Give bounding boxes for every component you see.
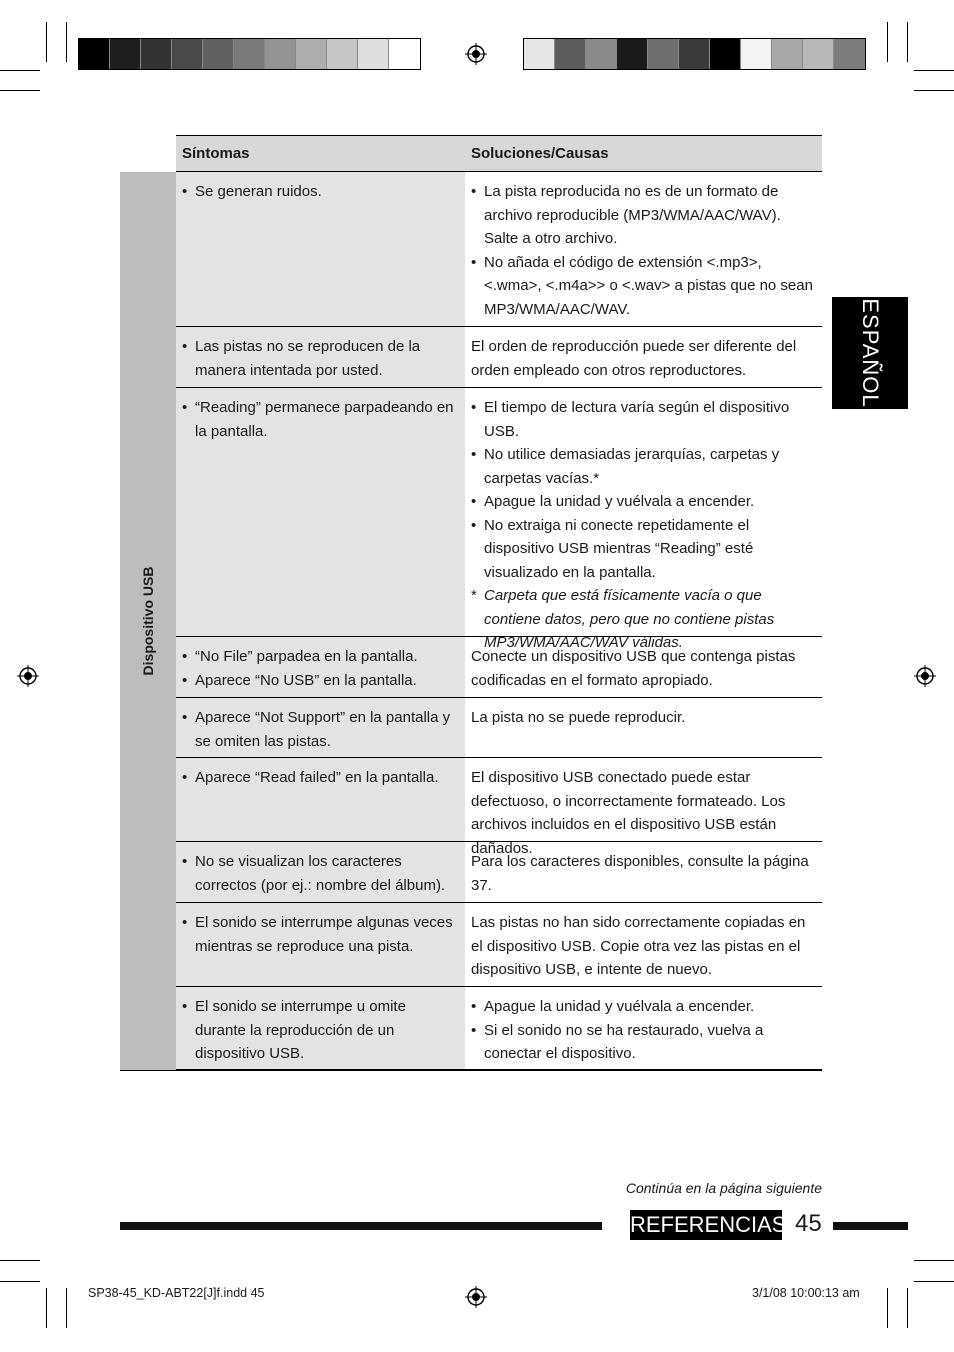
bullet-icon: • xyxy=(182,709,188,726)
symptom-cell xyxy=(176,388,465,636)
crop-mark xyxy=(66,1288,67,1328)
solution-text: La pista no se puede reproducir. xyxy=(471,709,686,726)
solution-cell xyxy=(465,327,822,387)
table-row xyxy=(176,758,822,857)
crop-mark xyxy=(0,1260,40,1261)
color-swatch xyxy=(265,39,296,69)
solution-text: El orden de reproducción puede ser diferente del orden empleado con otros reproductores. xyxy=(471,338,797,379)
registration-mark-icon xyxy=(465,43,487,65)
crop-mark xyxy=(0,90,40,91)
table-row xyxy=(176,903,822,987)
crop-mark xyxy=(0,1281,40,1282)
solution-item-text: Si el sonido no se ha restaurado, vuelva a conectar el dispositivo. xyxy=(484,1021,764,1062)
header-solutions: Soluciones/Causas xyxy=(465,135,822,172)
color-swatch xyxy=(524,39,555,69)
slug-date: 3/1/08 10:00:13 am xyxy=(752,1286,860,1300)
bullet-icon: • xyxy=(471,493,477,510)
table-row xyxy=(176,842,822,903)
color-swatch-bar-left xyxy=(78,38,421,70)
bullet-icon: • xyxy=(182,998,188,1015)
color-swatch xyxy=(617,39,648,69)
solution-item-text: No extraiga ni conecte repetidamente el dispositivo USB mientras “Reading” esté visualizado en la pantalla. xyxy=(484,516,754,581)
registration-mark-icon xyxy=(914,665,936,687)
solution-item xyxy=(471,995,816,1019)
color-swatch xyxy=(586,39,617,69)
crop-mark xyxy=(914,1281,954,1282)
color-swatch xyxy=(834,39,865,69)
solution-cell xyxy=(465,758,822,857)
crop-mark xyxy=(0,70,40,71)
solution-item xyxy=(471,1019,816,1066)
color-swatch xyxy=(679,39,710,69)
symptom-cell xyxy=(176,903,465,986)
footer-bar-left xyxy=(120,1222,602,1230)
solution-text: Las pistas no han sido correctamente copiadas en el dispositivo USB. Copie otra vez las pistas en el dispositivo USB, e intente de nuevo. xyxy=(471,914,806,978)
crop-mark xyxy=(887,1288,888,1328)
bullet-icon: • xyxy=(182,648,188,665)
bullet-icon: • xyxy=(471,253,477,271)
table-row xyxy=(176,388,822,651)
symptom-item-text: El sonido se interrumpe algunas veces mientras se reproduce una pista. xyxy=(195,914,453,955)
solution-cell xyxy=(465,637,822,697)
color-swatch xyxy=(803,39,834,69)
symptom-item xyxy=(182,180,455,204)
color-swatch xyxy=(648,39,679,69)
solution-item xyxy=(471,514,816,585)
solution-item xyxy=(471,251,816,322)
symptom-item xyxy=(182,995,455,1066)
symptom-cell xyxy=(176,327,465,387)
continued-note: Continúa en la página siguiente xyxy=(625,1180,822,1196)
bullet-icon: • xyxy=(182,853,188,870)
category-label: Dispositivo USB xyxy=(140,566,156,676)
symptom-item-text: Aparece “Not Support” en la pantalla y se omiten las pistas. xyxy=(195,709,451,750)
symptom-cell xyxy=(176,172,465,326)
symptom-item xyxy=(182,706,455,753)
slug-filename: SP38-45_KD-ABT22[J]f.indd 45 xyxy=(88,1286,265,1300)
color-swatch xyxy=(358,39,389,69)
color-swatch xyxy=(79,39,110,69)
solution-cell xyxy=(465,172,822,326)
registration-mark-icon xyxy=(17,665,39,687)
solution-cell xyxy=(465,388,822,651)
table-row xyxy=(176,987,822,1070)
color-swatch xyxy=(741,39,772,69)
crop-mark xyxy=(907,22,908,62)
symptom-cell xyxy=(176,987,465,1069)
footnote-mark: * xyxy=(471,587,477,604)
symptom-item xyxy=(182,911,455,958)
color-swatch-bar-right xyxy=(523,38,866,70)
crop-mark xyxy=(914,1260,954,1261)
symptom-item xyxy=(182,850,455,897)
category-cell xyxy=(120,172,176,1070)
crop-mark xyxy=(46,22,47,62)
crop-mark xyxy=(46,1288,47,1328)
footnote-text: Carpeta que está físicamente vacía o que contiene datos, pero que no contiene pistas MP3/WMA/AAC/WAV válidas. xyxy=(484,587,775,651)
symptom-item xyxy=(182,335,455,382)
color-swatch xyxy=(389,39,420,69)
language-tab-label: ESPAÑOL xyxy=(858,298,883,408)
registration-mark-icon xyxy=(465,1286,487,1308)
bullet-icon: • xyxy=(182,183,188,200)
table-row xyxy=(176,327,822,388)
symptom-item xyxy=(182,766,455,790)
solution-text: El dispositivo USB conectado puede estar defectuoso, o incorrectamente formateado. Los archivos incluidos en el dispositivo USB están dañados. xyxy=(471,769,786,857)
solution-item-text: Apague la unidad y vuélvala a encender. xyxy=(484,493,755,510)
solution-item-text: Apague la unidad y vuélvala a encender. xyxy=(484,998,755,1015)
symptom-cell xyxy=(176,698,465,757)
bullet-icon: • xyxy=(182,671,188,689)
solution-text: Para los caracteres disponibles, consulte la página 37. xyxy=(471,853,809,894)
bullet-icon: • xyxy=(182,914,188,931)
solution-cell xyxy=(465,987,822,1069)
bullet-icon: • xyxy=(182,338,188,355)
color-swatch xyxy=(203,39,234,69)
bullet-icon: • xyxy=(471,516,477,534)
symptom-item-text: No se visualizan los caracteres correctos (por ej.: nombre del álbum). xyxy=(195,853,446,894)
solution-item-text: La pista reproducida no es de un formato de archivo reproducible (MP3/WMA/AAC/WAV). Salte a otro archivo. xyxy=(484,183,781,247)
bullet-icon: • xyxy=(471,446,477,463)
table-row xyxy=(176,698,822,758)
color-swatch xyxy=(296,39,327,69)
solution-text: Conecte un dispositivo USB que contenga pistas codificadas en el formato apropiado. xyxy=(471,648,796,689)
symptom-item-text: Las pistas no se reproducen de la manera intentada por usted. xyxy=(195,338,421,379)
symptom-item-text: Aparece “No USB” en la pantalla. xyxy=(195,671,417,689)
color-swatch xyxy=(172,39,203,69)
solution-item-text: No añada el código de extensión <.mp3>, <.wma>, <.m4a>> o <.wav> a pistas que no sean MP3/WMA/AAC/WAV. xyxy=(484,253,813,318)
symptom-item-text: “No File” parpadea en la pantalla. xyxy=(195,648,418,665)
solution-cell xyxy=(465,698,822,757)
symptom-item xyxy=(182,645,455,669)
bullet-icon: • xyxy=(182,769,188,786)
color-swatch xyxy=(327,39,358,69)
solution-item-text: El tiempo de lectura varía según el dispositivo USB. xyxy=(484,399,790,440)
symptom-item-text: Se generan ruidos. xyxy=(195,183,322,200)
page-number: 45 xyxy=(795,1210,822,1237)
symptom-item xyxy=(182,669,455,693)
symptom-item-text: “Reading” permanece parpadeando en la pantalla. xyxy=(195,399,454,440)
solution-cell xyxy=(465,842,822,902)
crop-mark xyxy=(914,90,954,91)
color-swatch xyxy=(234,39,265,69)
bullet-icon: • xyxy=(471,183,477,200)
color-swatch xyxy=(555,39,586,69)
table-bottom-rule xyxy=(120,1070,822,1071)
solution-item-text: No utilice demasiadas jerarquías, carpetas y carpetas vacías.* xyxy=(484,446,780,487)
symptom-item xyxy=(182,396,455,443)
crop-mark xyxy=(66,22,67,62)
symptom-cell xyxy=(176,758,465,841)
color-swatch xyxy=(141,39,172,69)
color-swatch xyxy=(772,39,803,69)
symptom-item-text: El sonido se interrumpe u omite durante la reproducción de un dispositivo USB. xyxy=(195,998,406,1062)
bullet-icon: • xyxy=(471,1021,477,1039)
language-tab xyxy=(832,297,908,409)
solution-item xyxy=(471,396,816,443)
bullet-icon: • xyxy=(471,399,477,416)
crop-mark xyxy=(887,22,888,62)
footer-bar-right xyxy=(833,1222,908,1230)
solution-cell xyxy=(465,903,822,986)
solution-item xyxy=(471,180,816,251)
symptom-cell xyxy=(176,637,465,697)
header-symptoms: Síntomas xyxy=(176,135,465,172)
section-label: REFERENCIAS xyxy=(630,1210,782,1240)
symptom-item-text: Aparece “Read failed” en la pantalla. xyxy=(195,769,439,786)
bullet-icon: • xyxy=(182,399,188,416)
solution-item xyxy=(471,490,816,514)
color-swatch xyxy=(110,39,141,69)
table-row xyxy=(176,637,822,698)
table-row xyxy=(176,172,822,327)
crop-mark xyxy=(914,70,954,71)
color-swatch xyxy=(710,39,741,69)
solution-item xyxy=(471,443,816,490)
symptom-cell xyxy=(176,842,465,902)
crop-mark xyxy=(907,1288,908,1328)
bullet-icon: • xyxy=(471,998,477,1015)
